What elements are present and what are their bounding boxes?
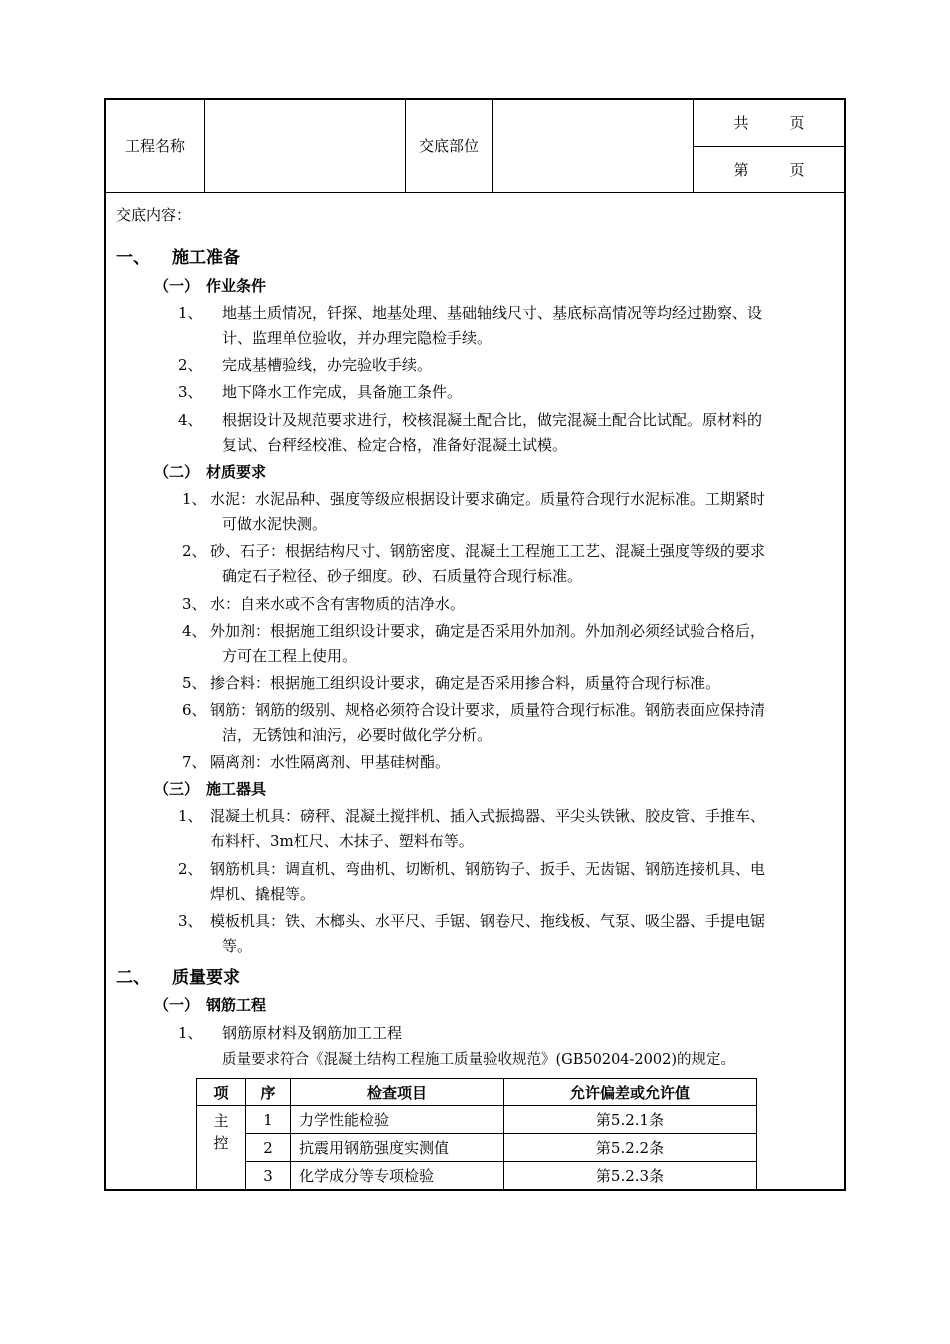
- list-item-line: 钢筋机具：调直机、弯曲机、切断机、钢筋钩子、扳手、无齿锯、钢筋连接机具、电: [210, 860, 766, 878]
- project-name-label: 工程名称: [106, 100, 205, 192]
- row-item: 力学性能检验: [291, 1106, 504, 1134]
- part-value[interactable]: [493, 100, 694, 192]
- list-item-line: 计、监理单位验收，并办理完隐检手续。: [222, 329, 493, 347]
- row-seq: 3: [246, 1162, 291, 1190]
- list-item-line: 焊机、撬棍等。: [210, 885, 316, 903]
- table-header-item: 检查项目: [291, 1079, 504, 1106]
- section-1-num: 一、: [116, 248, 150, 268]
- group-label-char: 控: [213, 1134, 229, 1152]
- list-item-line: 混凝土机具：磅秤、混凝土搅拌机、插入式振捣器、平尖头铁锹、胶皮管、手推车、: [210, 807, 766, 825]
- inspection-table: [196, 1078, 757, 1190]
- list-item-line: 模板机具：铁、木榔头、水平尺、手锯、钢卷尺、拖线板、气泵、吸尘器、手提电锯: [210, 912, 766, 930]
- subsection-1a-title: 作业条件: [206, 277, 267, 295]
- row-item: 化学成分等专项检验: [291, 1162, 504, 1190]
- subsection-1a-num: （一）: [154, 277, 200, 295]
- part-label: 交底部位: [406, 100, 493, 192]
- list-item-line: 等。: [222, 937, 253, 955]
- list-item-line: 隔离剂：水性隔离剂、甲基硅树酯。: [210, 753, 451, 771]
- row-seq: 1: [246, 1106, 291, 1134]
- total-pages-left: 共: [733, 114, 749, 133]
- table-row: [197, 1134, 757, 1162]
- table-header-seq: 序: [246, 1079, 291, 1106]
- list-item-line: 外加剂：根据施工组织设计要求，确定是否采用外加剂。外加剂必须经试验合格后，: [210, 622, 766, 640]
- section-1-title: 施工准备: [172, 248, 240, 268]
- list-item-num: 5、: [182, 674, 207, 692]
- group-label-char: 主: [213, 1112, 229, 1130]
- row-value: 第5.2.1条: [504, 1106, 757, 1134]
- list-item-line: 地基土质情况，钎探、地基处理、基础轴线尺寸、基底标高情况等均经过勘察、设: [222, 304, 763, 322]
- list-item-line: 砂、石子：根据结构尺寸、钢筋密度、混凝土工程施工工艺、混凝土强度等级的要求: [210, 542, 766, 560]
- section-2-title: 质量要求: [172, 968, 240, 988]
- list-item-num: 1、: [178, 807, 203, 825]
- list-item-num: 1、: [182, 490, 207, 508]
- list-item-num: 2、: [182, 542, 207, 560]
- list-item-line: 根据设计及规范要求进行，校核混凝土配合比，做完混凝土配合比试配。原材料的: [222, 411, 763, 429]
- list-item-line: 钢筋：钢筋的级别、规格必须符合设计要求，质量符合现行标准。钢筋表面应保持清: [210, 701, 766, 719]
- page-number-left: 第: [733, 160, 749, 179]
- row-value: 第5.2.2条: [504, 1134, 757, 1162]
- list-item-line: 钢筋原材料及钢筋加工工程: [222, 1024, 403, 1042]
- list-item-line: 掺合料：根据施工组织设计要求，确定是否采用掺合料，质量符合现行标准。: [210, 674, 721, 692]
- list-item-line: 完成基槽验线，办完验收手续。: [222, 356, 433, 374]
- list-item-num: 7、: [182, 753, 207, 771]
- list-item-line: 方可在工程上使用。: [222, 647, 358, 665]
- list-item-line: 可做水泥快测。: [222, 515, 328, 533]
- list-item-num: 3、: [178, 383, 203, 401]
- subsection-1b-title: 材质要求: [206, 463, 267, 481]
- content-label: 交底内容：: [116, 206, 192, 224]
- total-pages-right: 页: [789, 114, 805, 133]
- row-value: 第5.2.3条: [504, 1162, 757, 1190]
- subsection-1b-num: （二）: [154, 463, 200, 481]
- subsection-2a-title: 钢筋工程: [206, 996, 267, 1014]
- table-header-category: 项: [197, 1079, 246, 1106]
- list-item-num: 1、: [178, 304, 203, 322]
- list-item-line: 洁，无锈蚀和油污，必要时做化学分析。: [222, 726, 493, 744]
- header-table: [106, 100, 844, 193]
- row-seq: 2: [246, 1134, 291, 1162]
- subsection-1c-num: （三）: [154, 780, 200, 798]
- page-number: [694, 146, 845, 192]
- section-2-num: 二、: [116, 968, 150, 988]
- table-header-tolerance: 允许偏差或允许值: [504, 1079, 757, 1106]
- page-number-right: 页: [789, 160, 805, 179]
- list-item-num: 4、: [182, 622, 207, 640]
- list-item-line: 复试、台秤经校准、检定合格，准备好混凝土试模。: [222, 436, 568, 454]
- list-item-line: 地下降水工作完成，具备施工条件。: [222, 383, 463, 401]
- table-row: [197, 1162, 757, 1190]
- total-pages: [694, 100, 845, 146]
- list-item-line: 确定石子粒径、砂子细度。砂、石质量符合现行标准。: [222, 567, 583, 585]
- list-item-num: 1、: [178, 1024, 203, 1042]
- group-label-main-control: [197, 1106, 246, 1190]
- disclosure-form: [104, 98, 846, 1191]
- list-item-num: 6、: [182, 701, 207, 719]
- list-item-line: 水泥：水泥品种、强度等级应根据设计要求确定。质量符合现行水泥标准。工期紧时: [210, 490, 766, 508]
- table-row: [197, 1106, 757, 1134]
- row-item: 抗震用钢筋强度实测值: [291, 1134, 504, 1162]
- list-item-num: 4、: [178, 411, 203, 429]
- list-item-num: 2、: [178, 356, 203, 374]
- list-item-num: 2、: [178, 860, 203, 878]
- standard-note: 质量要求符合《混凝土结构工程施工质量验收规范》(GB50204-2002)的规定。: [222, 1052, 735, 1068]
- list-item-num: 3、: [178, 912, 203, 930]
- project-name-value[interactable]: [205, 100, 406, 192]
- subsection-1c-title: 施工器具: [206, 780, 267, 798]
- subsection-2a-num: （一）: [154, 996, 200, 1014]
- list-item-num: 3、: [182, 595, 207, 613]
- list-item-line: 水：自来水或不含有害物质的洁净水。: [210, 595, 466, 613]
- list-item-line: 布料杆、3m杠尺、木抹子、塑料布等。: [210, 832, 474, 850]
